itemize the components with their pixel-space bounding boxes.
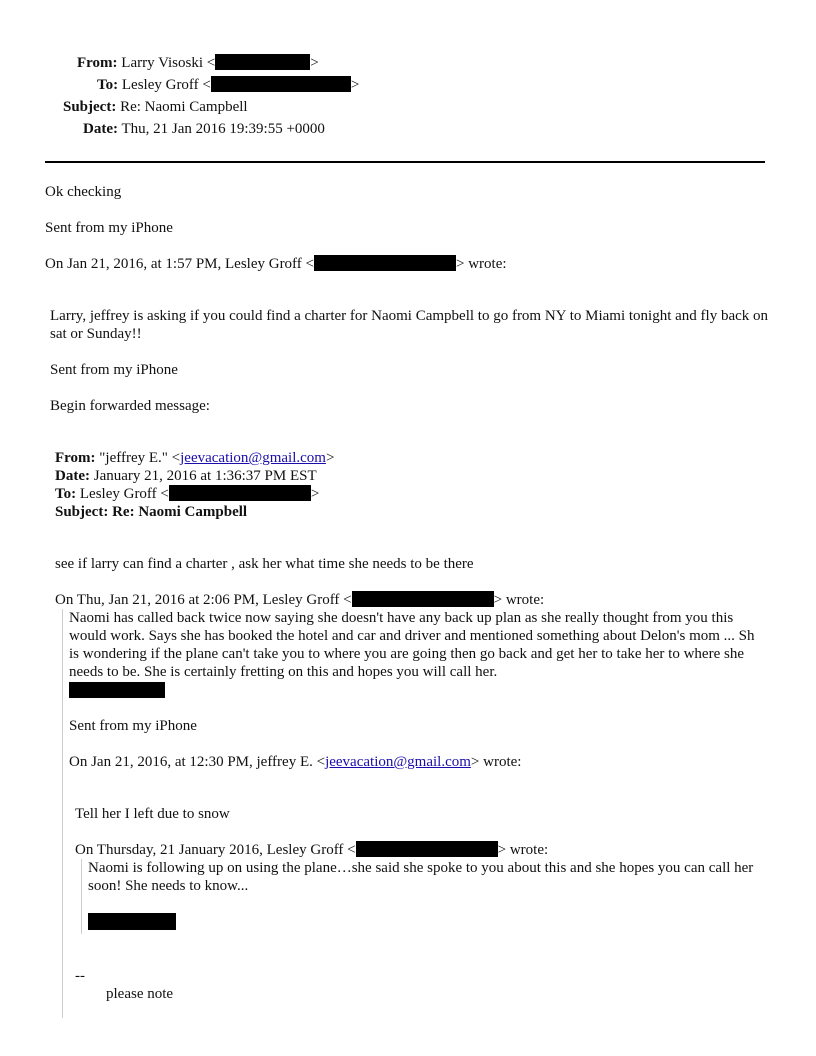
redaction-box (356, 841, 498, 857)
from-close: > (310, 55, 319, 71)
header-divider (45, 161, 765, 163)
fwd-from-name: "jeffrey E." < (99, 450, 181, 466)
body-line-sent: Sent from my iPhone (45, 220, 173, 236)
fwd-date-value: January 21, 2016 at 1:36:37 PM EST (93, 468, 317, 484)
fwd-from-close: > (325, 450, 335, 466)
redaction-box (211, 76, 351, 92)
fwd-from-email-link[interactable]: jeevacation@gmail.com (180, 450, 326, 466)
quote1-forwarded: Begin forwarded message: (50, 398, 210, 414)
attrib-text: > wrote: (456, 256, 507, 272)
to-close: > (350, 77, 360, 93)
fwd-from-label: From: (55, 450, 96, 466)
header-to (97, 76, 359, 94)
fwd-date (55, 467, 317, 485)
quote1-sent: Sent from my iPhone (50, 362, 178, 378)
redaction-box (215, 54, 310, 70)
quote-bar (81, 859, 82, 934)
redaction-box (169, 485, 311, 501)
quote2-sent: Sent from my iPhone (69, 718, 197, 734)
attrib-text: > wrote: (493, 592, 545, 608)
subject-value: Re: Naomi Campbell (120, 99, 248, 115)
header-subject (63, 98, 248, 116)
attrib-text: On Jan 21, 2016, at 12:30 PM, jeffrey E. < (69, 754, 326, 770)
quote3-text: Tell her I left due to snow (75, 806, 230, 822)
header-date (83, 120, 325, 138)
fwd-to-close: > (310, 486, 320, 502)
redaction-box (352, 591, 494, 607)
attrib-text: On Jan 21, 2016, at 1:57 PM, Lesley Groff < (45, 256, 314, 272)
quote-bar (62, 609, 63, 1018)
signature-note: please note (106, 986, 174, 1002)
redaction-box (314, 255, 456, 271)
quote2-email-link[interactable]: jeevacation@gmail.com (325, 754, 471, 770)
attrib-text: On Thursday, 21 January 2016, Lesley Groff < (75, 842, 356, 858)
fwd-message: see if larry can find a charter , ask her what time she needs to be there (55, 556, 474, 572)
fwd-from (55, 449, 334, 467)
attrib-text: > wrote: (497, 842, 549, 858)
fwd-date-label: Date: (55, 468, 90, 484)
fwd-to-name: Lesley Groff < (79, 486, 169, 502)
body-attribution (45, 255, 507, 273)
from-label: From: (77, 55, 118, 71)
to-name: Lesley Groff < (121, 77, 211, 93)
fwd-to-label: To: (55, 486, 77, 502)
redaction-box (88, 913, 176, 930)
to-label: To: (97, 77, 119, 93)
attrib-text: On Thu, Jan 21, 2016 at 2:06 PM, Lesley Groff < (55, 592, 352, 608)
date-label: Date: (83, 121, 118, 137)
quote2-text: Naomi has called back twice now saying she doesn't have any back up plan as she really thought from you this would work. Says she has booked the hotel and car and driver and mentioned something about Delon's mom ... Sh is wondering if the plane can't take you to where you are going then go back and get her to take her to where she needs to be. She is certainly fretting on this and hopes you will call her. (69, 610, 755, 680)
quote4-text: Naomi is following up on using the plane…she said she spoke to you about this and she hopes you can call her soon! She needs to know... (88, 860, 754, 894)
quote1-text: Larry, jeffrey is asking if you could find a charter for Naomi Campbell to go from NY to Miami tonight and fly back on sat or Sunday!! (50, 308, 769, 342)
body-line-ok: Ok checking (45, 184, 122, 200)
date-value: Thu, 21 Jan 2016 19:39:55 +0000 (121, 121, 325, 137)
quote2-attribution (69, 753, 521, 771)
quote3-attribution (75, 841, 548, 859)
signature-separator: -- (75, 968, 85, 984)
subject-label: Subject: (63, 99, 117, 115)
fwd-attribution (55, 591, 544, 609)
fwd-subject: Subject: Re: Naomi Campbell (55, 504, 248, 520)
fwd-to (55, 485, 319, 503)
header-from (77, 54, 319, 72)
redaction-box (69, 682, 165, 698)
from-name: Larry Visoski < (121, 55, 216, 71)
attrib-text: > wrote: (470, 754, 522, 770)
